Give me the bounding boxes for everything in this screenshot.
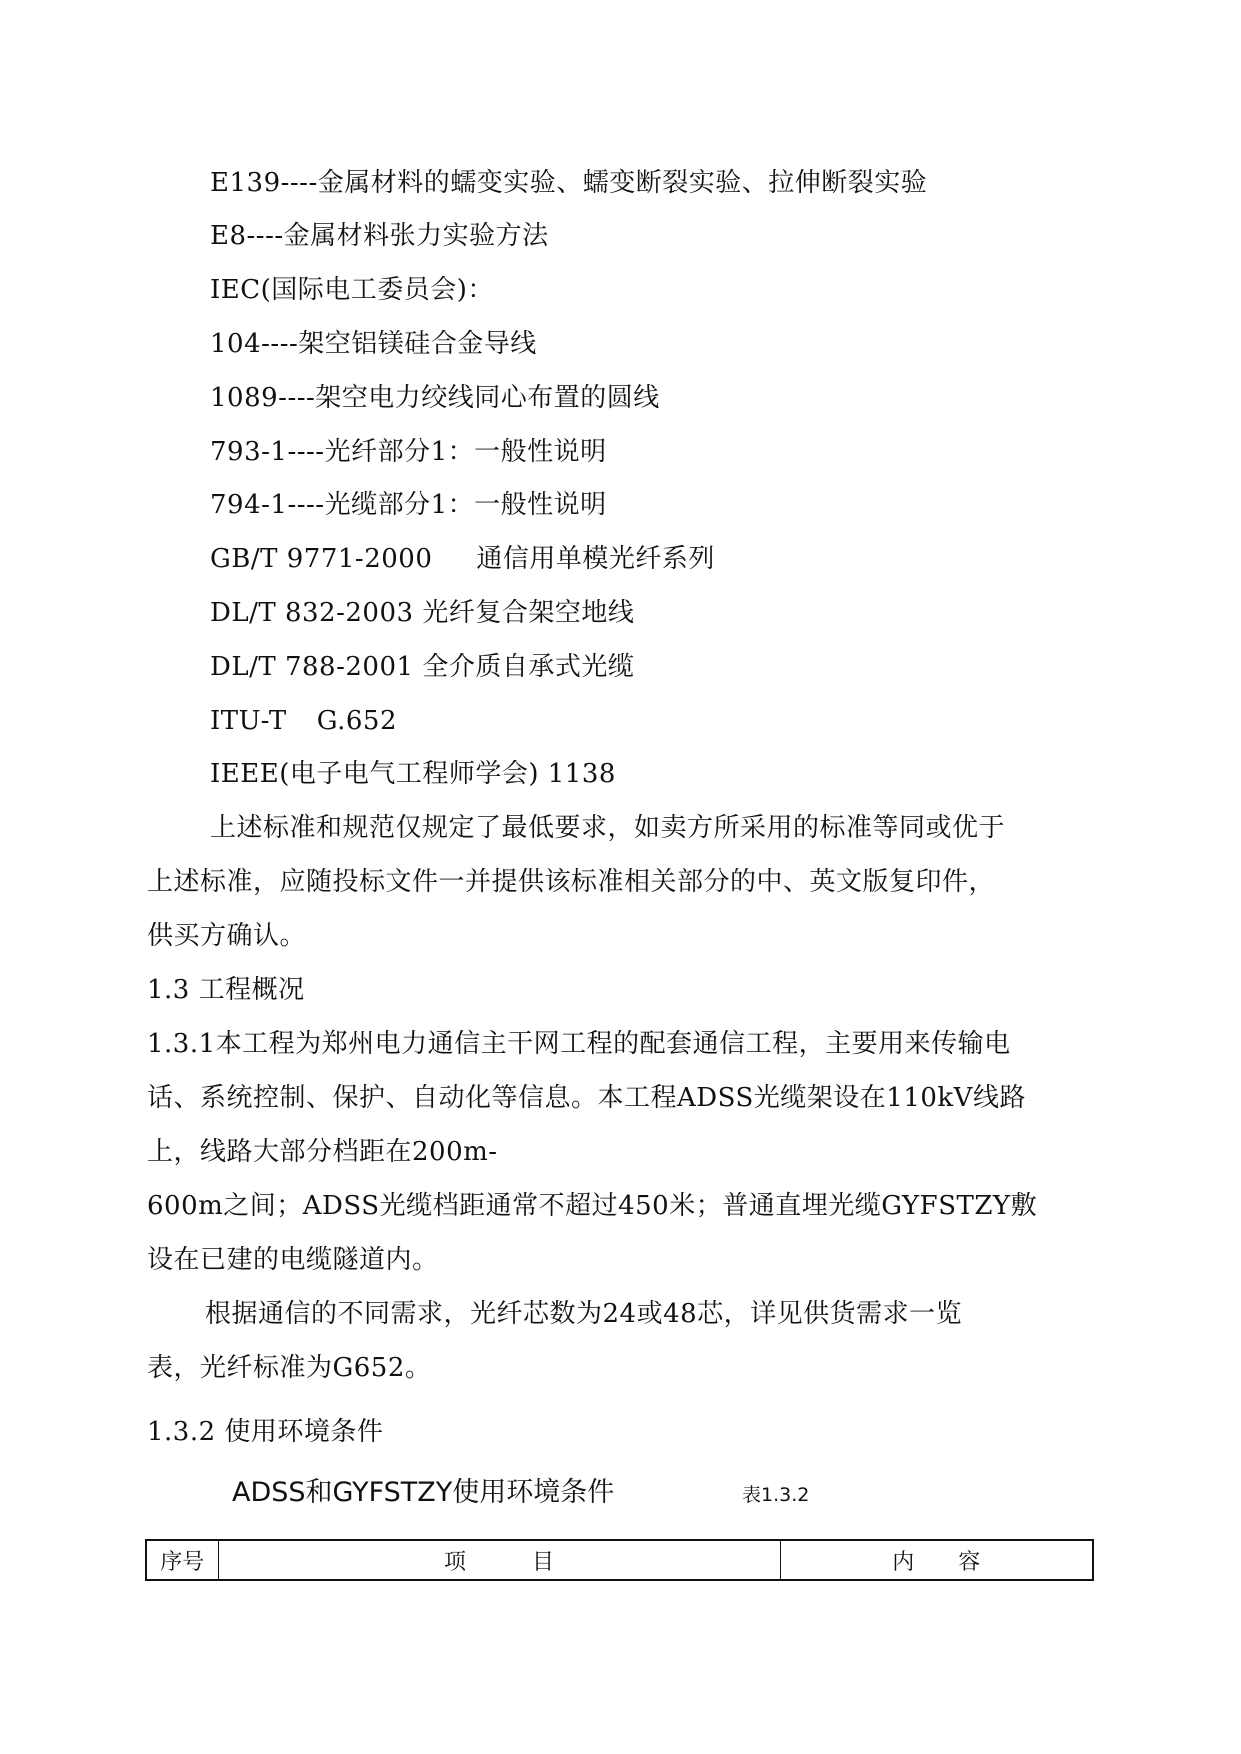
para-1-3-1-line-3: 上，线路大部分档距在200m-	[147, 1137, 498, 1167]
header-cell-index: 序号	[146, 1540, 218, 1580]
standard-iec-794-1: 794-1----光缆部分1：一般性说明	[210, 490, 607, 520]
table-number: 表1.3.2	[742, 1484, 810, 1506]
header-cell-item: 项 目	[218, 1540, 780, 1580]
standard-iec-1089: 1089----架空电力绞线同心布置的圆线	[210, 383, 660, 413]
table-caption: ADSS和GYFSTZY使用环境条件	[232, 1477, 615, 1508]
header-cell-content: 内 容	[780, 1540, 1093, 1580]
standard-e8: E8----金属材料张力实验方法	[210, 221, 549, 251]
para-1-3-1-line-2: 话、系统控制、保护、自动化等信息。本工程ADSS光缆架设在110kV线路	[147, 1083, 1026, 1113]
standard-e139: E139----金属材料的蠕变实验、蠕变断裂实验、拉伸断裂实验	[210, 168, 928, 198]
para-1-3-1-line-1: 1.3.1本工程为郑州电力通信主干网工程的配套通信工程，主要用来传输电	[147, 1029, 1011, 1059]
standard-dlt-832: DL/T 832-2003 光纤复合架空地线	[210, 598, 635, 628]
para-fiber-line-1: 根据通信的不同需求，光纤芯数为24或48芯，详见供货需求一览	[205, 1299, 963, 1329]
gbt-code: GB/T 9771-2000	[210, 544, 433, 574]
standard-iec-793-1: 793-1----光纤部分1：一般性说明	[210, 437, 607, 467]
standard-ieee: IEEE(电子电气工程师学会) 1138	[210, 759, 616, 789]
standard-gbt-9771	[210, 542, 715, 576]
section-heading-1-3-2: 1.3.2 使用环境条件	[147, 1417, 384, 1447]
para-1-3-1-line-5: 设在已建的电缆隧道内。	[147, 1245, 439, 1275]
section-heading-1-3: 1.3 工程概况	[147, 975, 305, 1005]
para-fiber-line-2: 表，光纤标准为G652。	[147, 1353, 432, 1383]
para-1-3-1-line-4: 600m之间；ADSS光缆档距通常不超过450米；普通直埋光缆GYFSTZY敷	[147, 1191, 1038, 1221]
standard-itu-t	[210, 704, 397, 738]
table-header-row	[146, 1540, 1093, 1580]
standard-iec-104: 104----架空铝镁硅合金导线	[210, 329, 537, 359]
environment-conditions-table	[145, 1539, 1094, 1581]
standard-iec-heading: IEC(国际电工委员会)：	[210, 275, 494, 305]
itu-code: ITU-T	[210, 706, 287, 736]
para-standards-line-3: 供买方确认。	[147, 921, 307, 951]
itu-std: G.652	[316, 706, 398, 736]
para-standards-line-2: 上述标准，应随投标文件一并提供该标准相关部分的中、英文版复印件，	[147, 867, 996, 897]
standard-dlt-788: DL/T 788-2001 全介质自承式光缆	[210, 652, 635, 682]
para-standards-line-1: 上述标准和规范仅规定了最低要求，如卖方所采用的标准等同或优于	[210, 813, 1006, 843]
gbt-title: 通信用单模光纤系列	[476, 544, 715, 574]
